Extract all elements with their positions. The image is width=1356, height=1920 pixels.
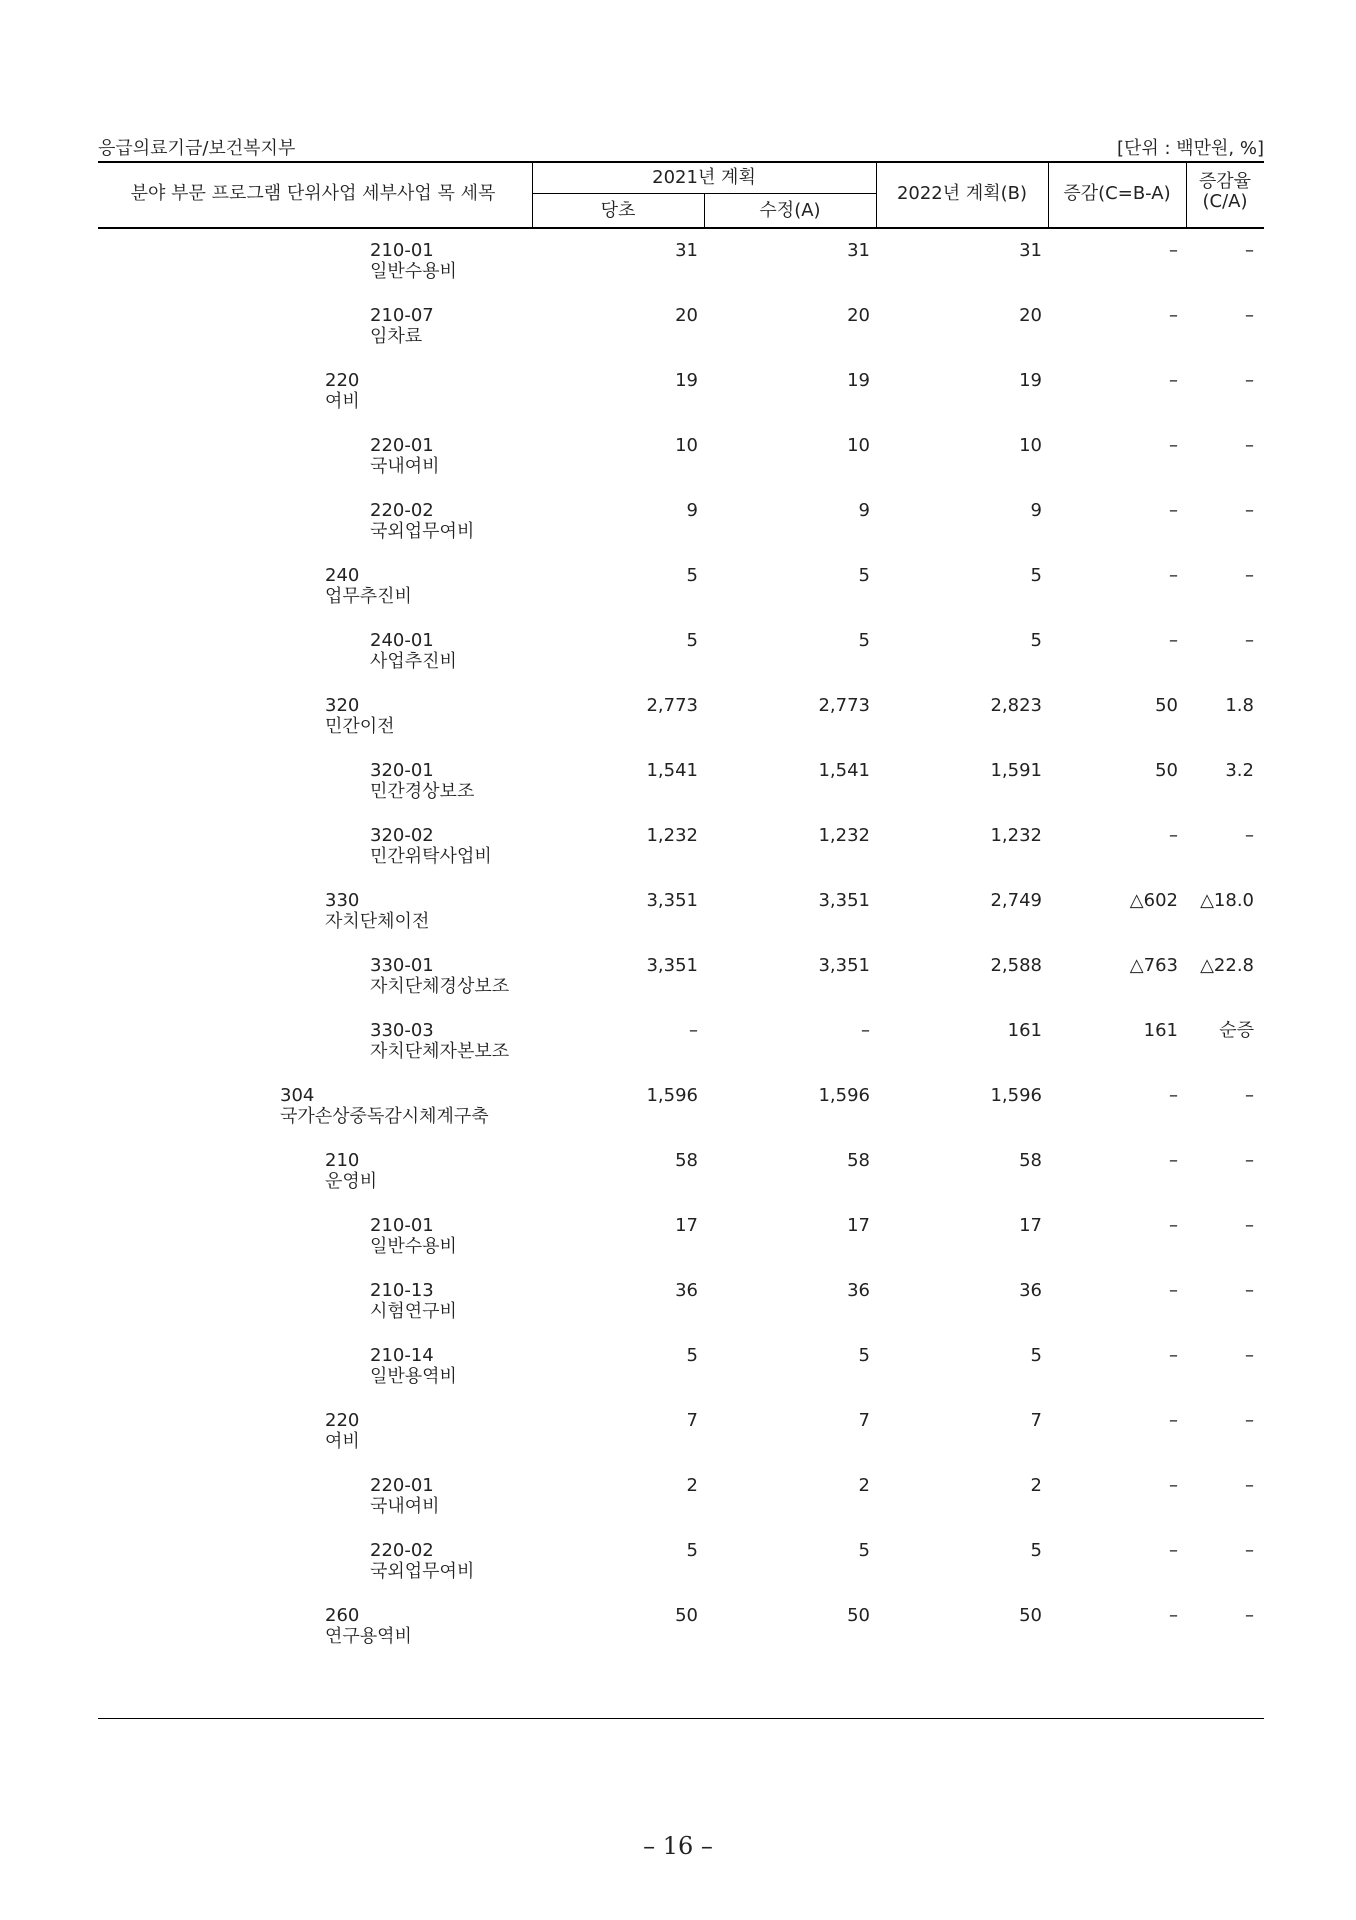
table-row [0, 1150, 1356, 1194]
revised-value: 17 [847, 1215, 870, 1236]
original-value: 7 [686, 1410, 698, 1431]
row-name: 운영비 [325, 1171, 378, 1192]
row-label [370, 1540, 474, 1582]
row-name: 일반용역비 [370, 1366, 457, 1387]
row-name: 자치단체경상보조 [370, 976, 510, 997]
row-name: 시험연구비 [370, 1301, 457, 1322]
table-row [0, 435, 1356, 479]
header-change: 증감(C=B-A) [1063, 183, 1171, 204]
row-label [325, 890, 429, 932]
revised-value: 2,773 [818, 695, 870, 716]
row-name: 사업추진비 [370, 651, 457, 672]
row-name: 연구용역비 [325, 1626, 412, 1647]
revised-value: 19 [847, 370, 870, 391]
revised-value: – [861, 1020, 870, 1041]
rate-value: – [1245, 500, 1254, 521]
row-label [325, 1605, 412, 1647]
row-label [370, 955, 509, 997]
change-value: – [1169, 305, 1178, 326]
plan-2022-value: 2 [1030, 1475, 1042, 1496]
change-value: – [1169, 825, 1178, 846]
original-value: 1,541 [646, 760, 698, 781]
revised-value: 31 [847, 240, 870, 261]
table-row [0, 1540, 1356, 1584]
rate-value: – [1245, 1280, 1254, 1301]
row-label [370, 630, 457, 672]
row-name: 국내여비 [370, 1496, 440, 1517]
table-row [0, 890, 1356, 934]
table-row [0, 1280, 1356, 1324]
row-code: 304 [280, 1085, 315, 1106]
plan-2022-value: 7 [1030, 1410, 1042, 1431]
header-revised: 수정(A) [759, 200, 821, 221]
revised-value: 20 [847, 305, 870, 326]
row-label [370, 500, 474, 542]
row-code: 330-03 [370, 1020, 434, 1041]
original-value: 5 [686, 1540, 698, 1561]
rate-value: – [1245, 435, 1254, 456]
original-value: 5 [686, 565, 698, 586]
change-value: 50 [1155, 760, 1178, 781]
plan-2022-value: 1,232 [990, 825, 1042, 846]
row-code: 210-07 [370, 305, 434, 326]
row-name: 업무추진비 [325, 586, 412, 607]
rate-value: – [1245, 1085, 1254, 1106]
plan-2022-value: 1,591 [990, 760, 1042, 781]
row-code: 330 [325, 890, 360, 911]
table-bottom-rule [98, 1718, 1264, 1719]
row-label [325, 1410, 360, 1452]
plan-2022-value: 1,596 [990, 1085, 1042, 1106]
plan-2022-value: 31 [1019, 240, 1042, 261]
plan-2022-value: 9 [1030, 500, 1042, 521]
revised-value: 9 [858, 500, 870, 521]
revised-value: 58 [847, 1150, 870, 1171]
table-row [0, 240, 1356, 284]
header-rate-line2: (C/A) [1202, 191, 1248, 212]
rate-value: – [1245, 305, 1254, 326]
row-label [325, 565, 412, 607]
row-code: 320-01 [370, 760, 434, 781]
row-code: 220-02 [370, 500, 434, 521]
change-value: 50 [1155, 695, 1178, 716]
table-row [0, 1085, 1356, 1129]
original-value: 20 [675, 305, 698, 326]
rate-value: – [1245, 1475, 1254, 1496]
rate-value: – [1245, 1150, 1254, 1171]
rate-value: – [1245, 240, 1254, 261]
row-label [325, 695, 395, 737]
header-plan-2022: 2022년 계획(B) [896, 183, 1028, 204]
rate-value: △18.0 [1200, 890, 1254, 911]
row-name: 국외업무여비 [370, 1561, 475, 1582]
plan-2022-value: 20 [1019, 305, 1042, 326]
change-value: – [1169, 240, 1178, 261]
rate-value: – [1245, 565, 1254, 586]
row-code: 260 [325, 1605, 360, 1626]
revised-value: 3,351 [818, 890, 870, 911]
row-name: 자치단체자본보조 [370, 1041, 510, 1062]
row-code: 210-13 [370, 1280, 434, 1301]
original-value: 2 [686, 1475, 698, 1496]
row-label [370, 825, 492, 867]
unit-note: [단위 : 백만원, %] [1116, 138, 1264, 159]
row-name: 민간경상보조 [370, 781, 475, 802]
rate-value: – [1245, 630, 1254, 651]
change-value: – [1169, 370, 1178, 391]
plan-2022-value: 2,749 [990, 890, 1042, 911]
change-value: – [1169, 500, 1178, 521]
change-value: – [1169, 1410, 1178, 1431]
original-value: – [689, 1020, 698, 1041]
plan-2022-value: 5 [1030, 1540, 1042, 1561]
original-value: 1,596 [646, 1085, 698, 1106]
row-code: 240 [325, 565, 360, 586]
original-value: 36 [675, 1280, 698, 1301]
revised-value: 5 [858, 630, 870, 651]
plan-2022-value: 10 [1019, 435, 1042, 456]
change-value: – [1169, 435, 1178, 456]
header-rate [1186, 172, 1264, 212]
row-label [280, 1085, 489, 1127]
header-plan-2021: 2021년 계획 [652, 167, 756, 188]
change-value: – [1169, 1540, 1178, 1561]
header-original: 당초 [600, 200, 636, 221]
table-row [0, 1605, 1356, 1649]
change-value: – [1169, 1475, 1178, 1496]
row-name: 여비 [325, 391, 360, 412]
original-value: 19 [675, 370, 698, 391]
original-value: 58 [675, 1150, 698, 1171]
plan-2022-value: 5 [1030, 1345, 1042, 1366]
original-value: 9 [686, 500, 698, 521]
plan-2022-value: 19 [1019, 370, 1042, 391]
row-label [370, 1280, 457, 1322]
table-row [0, 630, 1356, 674]
row-code: 240-01 [370, 630, 434, 651]
table-row [0, 1215, 1356, 1259]
row-label [370, 305, 434, 347]
rate-value: △22.8 [1200, 955, 1254, 976]
row-code: 220-02 [370, 1540, 434, 1561]
revised-value: 36 [847, 1280, 870, 1301]
page-number: – 16 – [643, 1832, 713, 1860]
change-value: △602 [1129, 890, 1178, 911]
original-value: 17 [675, 1215, 698, 1236]
row-label [370, 1215, 457, 1257]
plan-2022-value: 5 [1030, 565, 1042, 586]
table-row [0, 565, 1356, 609]
row-name: 국가손상중독감시체계구축 [280, 1106, 489, 1127]
table-row [0, 695, 1356, 739]
row-label [325, 1150, 377, 1192]
rate-value: – [1245, 1345, 1254, 1366]
row-name: 국내여비 [370, 456, 440, 477]
original-value: 5 [686, 630, 698, 651]
row-name: 여비 [325, 1431, 360, 1452]
change-value: – [1169, 1605, 1178, 1626]
table-row [0, 955, 1356, 999]
original-value: 3,351 [646, 890, 698, 911]
table-row [0, 1410, 1356, 1454]
row-code: 220 [325, 370, 360, 391]
rate-value: 1.8 [1225, 695, 1254, 716]
row-code: 210 [325, 1150, 360, 1171]
row-code: 210-01 [370, 240, 434, 261]
plan-2022-value: 2,588 [990, 955, 1042, 976]
rate-value: – [1245, 1410, 1254, 1431]
row-code: 210-14 [370, 1345, 434, 1366]
plan-2022-value: 2,823 [990, 695, 1042, 716]
table-row [0, 1475, 1356, 1519]
row-code: 210-01 [370, 1215, 434, 1236]
revised-value: 1,541 [818, 760, 870, 781]
revised-value: 3,351 [818, 955, 870, 976]
table-row [0, 500, 1356, 544]
header-bottom-rule [98, 227, 1264, 229]
table-row [0, 825, 1356, 869]
revised-value: 1,596 [818, 1085, 870, 1106]
rate-value: – [1245, 370, 1254, 391]
table-row [0, 1020, 1356, 1064]
header-rate-line1: 증감율 [1198, 171, 1252, 192]
rate-value: – [1245, 825, 1254, 846]
revised-value: 1,232 [818, 825, 870, 846]
row-code: 320-02 [370, 825, 434, 846]
row-label [370, 760, 474, 802]
rate-value: – [1245, 1215, 1254, 1236]
original-value: 10 [675, 435, 698, 456]
plan-2022-value: 5 [1030, 630, 1042, 651]
rate-value: 3.2 [1225, 760, 1254, 781]
fund-title: 응급의료기금/보건복지부 [98, 138, 296, 159]
row-code: 220-01 [370, 435, 434, 456]
row-name: 자치단체이전 [325, 911, 430, 932]
rate-value: – [1245, 1605, 1254, 1626]
change-value: – [1169, 1280, 1178, 1301]
rate-value: 순증 [1219, 1020, 1254, 1041]
change-value: – [1169, 565, 1178, 586]
plan-2022-value: 58 [1019, 1150, 1042, 1171]
revised-value: 5 [858, 565, 870, 586]
revised-value: 50 [847, 1605, 870, 1626]
change-value: △763 [1129, 955, 1178, 976]
row-name: 일반수용비 [370, 1236, 457, 1257]
row-label [325, 370, 360, 412]
table-row [0, 1345, 1356, 1389]
revised-value: 7 [858, 1410, 870, 1431]
plan-2022-value: 50 [1019, 1605, 1042, 1626]
revised-value: 5 [858, 1540, 870, 1561]
original-value: 50 [675, 1605, 698, 1626]
change-value: – [1169, 1215, 1178, 1236]
change-value: – [1169, 1085, 1178, 1106]
row-code: 220 [325, 1410, 360, 1431]
table-row [0, 370, 1356, 414]
original-value: 5 [686, 1345, 698, 1366]
row-code: 220-01 [370, 1475, 434, 1496]
change-value: – [1169, 1345, 1178, 1366]
revised-value: 2 [858, 1475, 870, 1496]
revised-value: 10 [847, 435, 870, 456]
original-value: 3,351 [646, 955, 698, 976]
row-label [370, 240, 457, 282]
row-name: 국외업무여비 [370, 521, 475, 542]
table-top-rule [98, 161, 1264, 163]
plan-2022-value: 161 [1007, 1020, 1042, 1041]
original-value: 1,232 [646, 825, 698, 846]
change-value: – [1169, 630, 1178, 651]
row-label [370, 1020, 509, 1062]
table-row [0, 305, 1356, 349]
row-label [370, 435, 440, 477]
plan-2022-value: 17 [1019, 1215, 1042, 1236]
row-name: 일반수용비 [370, 261, 457, 282]
original-value: 31 [675, 240, 698, 261]
row-label [370, 1475, 440, 1517]
change-value: 161 [1143, 1020, 1178, 1041]
row-label [370, 1345, 457, 1387]
row-code: 330-01 [370, 955, 434, 976]
row-name: 민간위탁사업비 [370, 846, 492, 867]
row-name: 임차료 [370, 326, 423, 347]
row-name: 민간이전 [325, 716, 395, 737]
table-row [0, 760, 1356, 804]
header-category: 분야 부문 프로그램 단위사업 세부사업 목 세목 [130, 183, 496, 204]
original-value: 2,773 [646, 695, 698, 716]
row-code: 320 [325, 695, 360, 716]
change-value: – [1169, 1150, 1178, 1171]
plan-2022-value: 36 [1019, 1280, 1042, 1301]
revised-value: 5 [858, 1345, 870, 1366]
rate-value: – [1245, 1540, 1254, 1561]
